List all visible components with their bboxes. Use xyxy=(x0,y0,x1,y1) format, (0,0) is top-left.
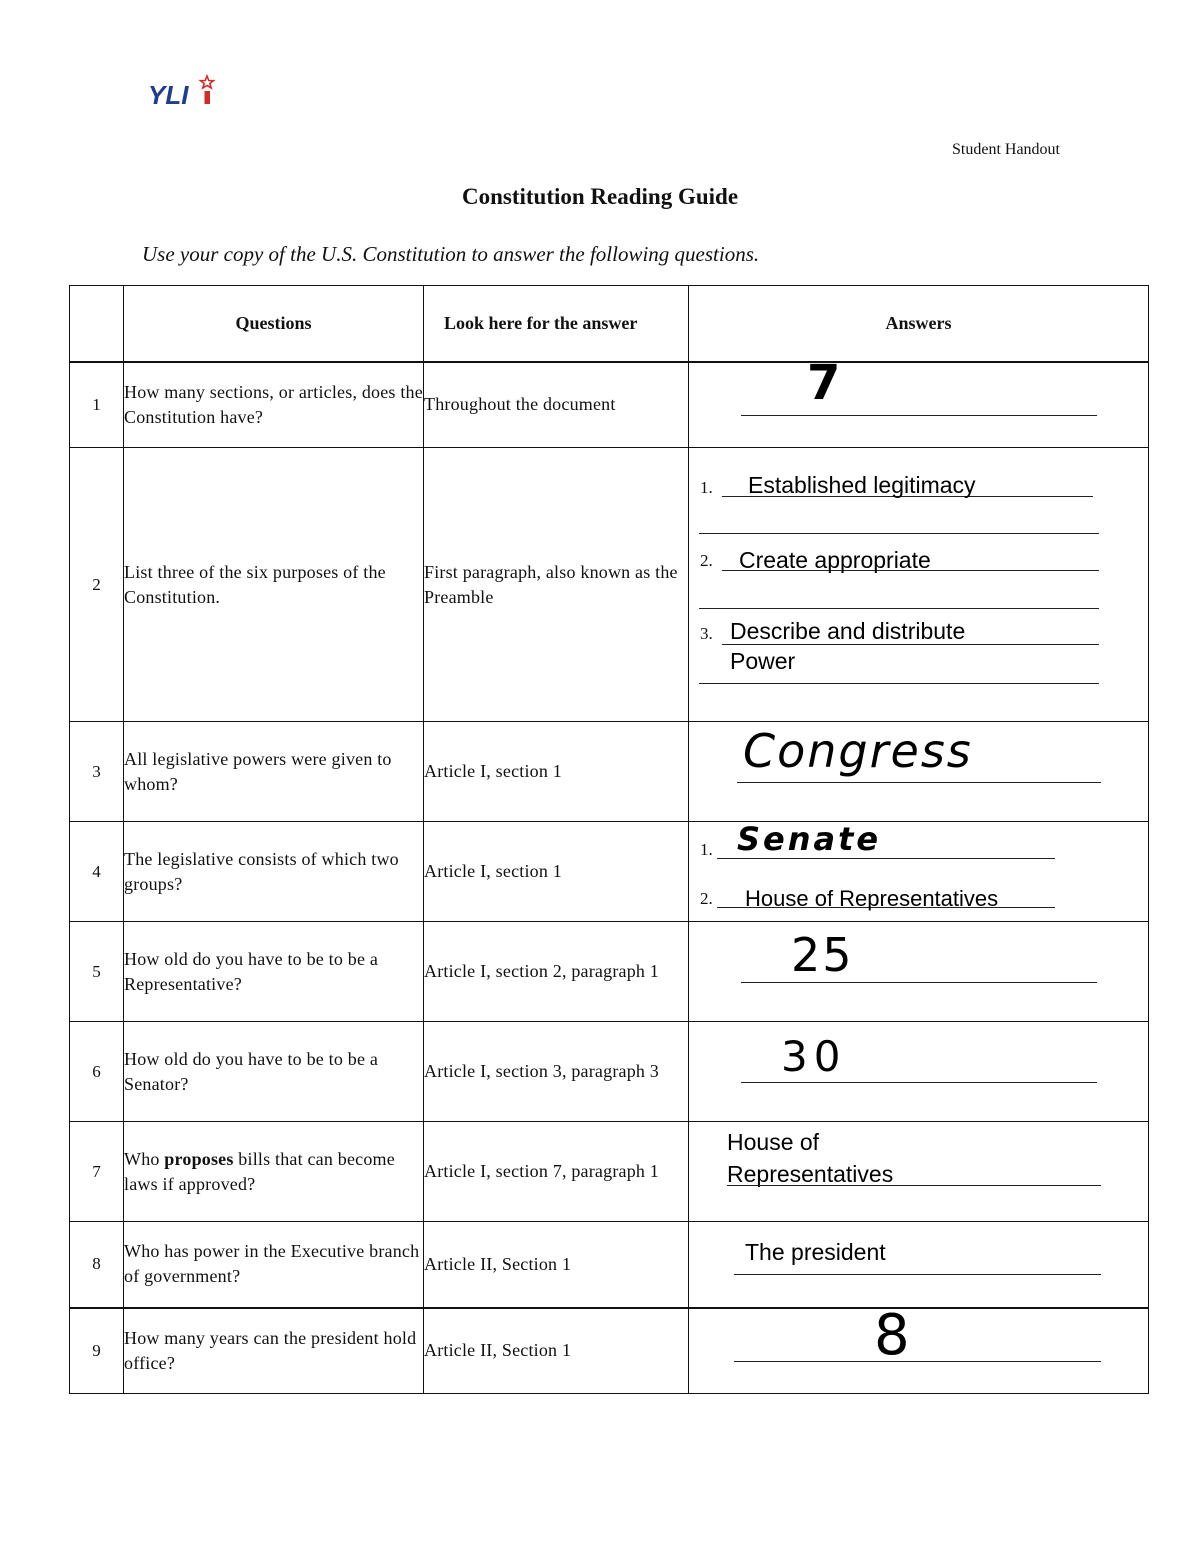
question-text-part: Who xyxy=(124,1148,165,1169)
row-number: 2 xyxy=(70,448,124,722)
answer-number: 3. xyxy=(700,624,713,643)
question-text: All legislative powers were given to whom? xyxy=(124,722,424,822)
typed-answer: House of Representatives xyxy=(745,886,999,911)
answer-line xyxy=(727,1185,1101,1186)
row-number: 1 xyxy=(70,362,124,448)
typed-answer-continued: Representatives xyxy=(727,1161,894,1187)
answer-number: 2. xyxy=(700,889,713,908)
page-title: Constitution Reading Guide xyxy=(461,184,739,209)
table-row xyxy=(70,822,1149,922)
answer-line xyxy=(741,982,1097,983)
table-row xyxy=(70,362,1149,448)
look-here-text: First paragraph, also known as the Preamble xyxy=(424,448,689,722)
handwritten-answer: 8 xyxy=(874,1302,910,1368)
table-row xyxy=(70,448,1149,722)
answer-cell xyxy=(689,1302,1149,1394)
handwritten-answer: 7 xyxy=(807,354,841,411)
answer-number: 2. xyxy=(700,551,713,570)
answer-line xyxy=(741,1082,1097,1083)
header-look-here: Look here for the answer xyxy=(424,286,689,362)
reading-guide-table xyxy=(69,285,1149,1394)
answer-line xyxy=(741,415,1097,416)
table-row xyxy=(70,1308,1149,1394)
handwritten-answer: 25 xyxy=(791,928,854,982)
handwritten-answer: Congress xyxy=(743,724,973,778)
question-text: How old do you have to be to be a Representative? xyxy=(124,922,424,1022)
look-here-text: Article I, section 1 xyxy=(424,722,689,822)
table-row xyxy=(70,722,1149,822)
answer-cell xyxy=(689,1022,1149,1122)
answer-line xyxy=(699,608,1099,609)
row-number: 8 xyxy=(70,1222,124,1308)
row-number: 4 xyxy=(70,822,124,922)
question-text xyxy=(124,1122,424,1222)
answer-number: 1. xyxy=(700,478,713,497)
answer-line xyxy=(734,1274,1101,1275)
table-row xyxy=(70,1222,1149,1308)
header-questions: Questions xyxy=(124,286,424,362)
answer-cell xyxy=(689,448,1149,722)
look-here-text: Article I, section 3, paragraph 3 xyxy=(424,1022,689,1122)
answer-cell xyxy=(689,922,1149,1022)
row-number: 9 xyxy=(70,1308,124,1394)
table-header-row xyxy=(70,286,1149,362)
typed-answer: House of xyxy=(727,1129,820,1155)
look-here-text: Article I, section 7, paragraph 1 xyxy=(424,1122,689,1222)
question-text: How old do you have to be to be a Senator? xyxy=(124,1022,424,1122)
instructions: Use your copy of the U.S. Constitution to answer the following questions. xyxy=(142,242,760,266)
answer-line xyxy=(734,1361,1101,1362)
table-row xyxy=(70,1122,1149,1222)
typed-answer: Create appropriate xyxy=(739,547,931,573)
answer-line xyxy=(737,782,1101,783)
answer-cell xyxy=(689,1122,1149,1222)
answer-cell xyxy=(689,1222,1149,1308)
look-here-text: Article II, Section 1 xyxy=(424,1222,689,1308)
answer-line xyxy=(717,858,1055,859)
handwritten-answer: 30 xyxy=(781,1032,847,1081)
typed-answer: Describe and distribute xyxy=(730,618,966,644)
handout-label: Student Handout xyxy=(952,141,1060,158)
table-row xyxy=(70,922,1149,1022)
question-text: How many years can the president hold office? xyxy=(124,1308,424,1394)
answer-line xyxy=(699,533,1099,534)
row-number: 3 xyxy=(70,722,124,822)
typed-answer-continued: Power xyxy=(730,648,796,674)
svg-text:YLI: YLI xyxy=(148,80,189,108)
look-here-text: Throughout the document xyxy=(424,362,689,448)
answer-cell xyxy=(689,354,1149,448)
header-num-cell xyxy=(70,286,124,362)
look-here-text: Article I, section 1 xyxy=(424,822,689,922)
answer-cell xyxy=(689,722,1149,822)
question-emphasis: proposes xyxy=(164,1148,234,1169)
question-text: List three of the six purposes of the Constitution. xyxy=(124,448,424,722)
header-answers: Answers xyxy=(689,286,1149,362)
answer-line xyxy=(699,683,1099,684)
question-text: How many sections, or articles, does the Constitution have? xyxy=(124,362,424,448)
question-text-part: bills that can become laws if approved? xyxy=(124,1148,395,1194)
typed-answer: Established legitimacy xyxy=(748,472,976,498)
row-number: 6 xyxy=(70,1022,124,1122)
row-number: 7 xyxy=(70,1122,124,1222)
row-number: 5 xyxy=(70,922,124,1022)
handwritten-answer: Senate xyxy=(737,820,882,858)
answer-number: 1. xyxy=(700,840,713,859)
answer-cell xyxy=(689,822,1149,922)
typed-answer: The president xyxy=(745,1239,886,1265)
table-row xyxy=(70,1022,1149,1122)
question-text: Who has power in the Executive branch of government? xyxy=(124,1222,424,1308)
look-here-text: Article I, section 2, paragraph 1 xyxy=(424,922,689,1022)
yli-logo xyxy=(147,74,219,108)
look-here-text: Article II, Section 1 xyxy=(424,1308,689,1394)
question-text: The legislative consists of which two groups? xyxy=(124,822,424,922)
